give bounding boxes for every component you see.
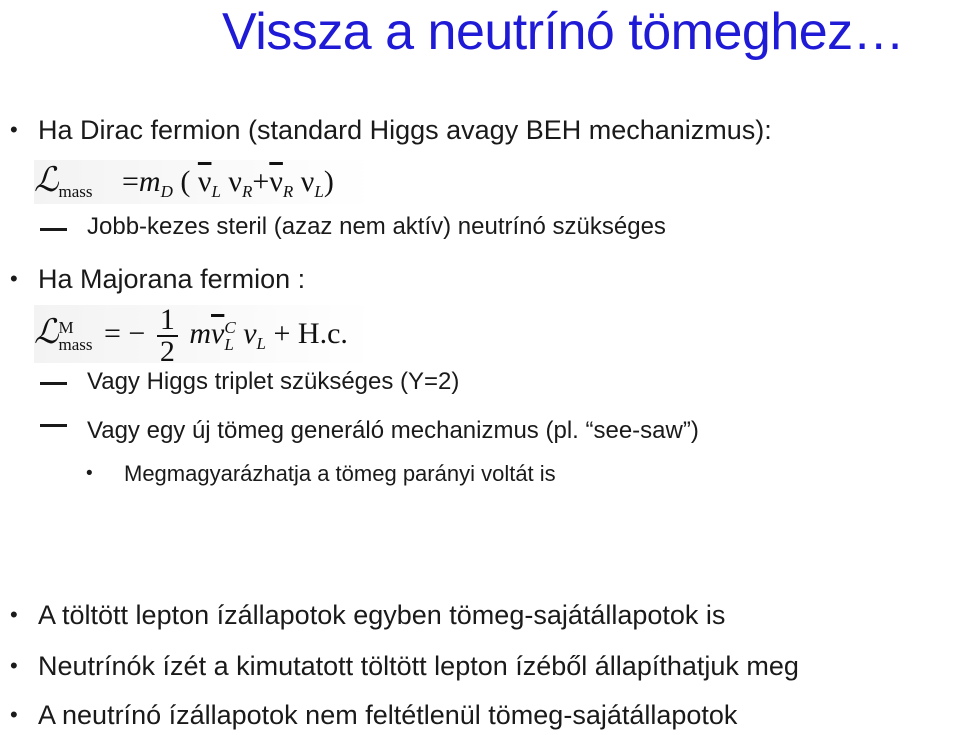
- charged-lepton-item: A töltött lepton ízállapotok egyben tömeg-sajátállapotok is: [38, 600, 726, 630]
- slide-title: Vissza a neutrínó tömeghez…: [222, 3, 905, 61]
- lagrangian-symbol: ℒ: [34, 313, 59, 351]
- bullet-icon: •: [10, 266, 18, 291]
- higgs-triplet-item: Vagy Higgs triplet szükséges (Y=2): [87, 368, 460, 395]
- bullet-icon: •: [86, 463, 93, 484]
- majorana-item: Ha Majorana fermion :: [38, 264, 306, 294]
- one-half-fraction: $\frac{1}{2}$: [157, 305, 178, 367]
- bullet-icon: •: [10, 602, 18, 627]
- bullet-icon: •: [10, 117, 18, 142]
- dirac-mass-formula: ℒ$_{mass}$ $=m_D$ ( $\overline{\nu}_L$ $\nu_R+\overline{\nu}_R$ $\nu_L$): [34, 160, 374, 204]
- sterile-neutrino-item: Jobb-kezes steril (azaz nem aktív) neutrínó szükséges: [87, 213, 666, 240]
- see-saw-item: Vagy egy új tömeg generáló mechanizmus (pl. “see-saw”): [87, 417, 699, 444]
- flavor-mass-item: A neutrínó ízállapotok nem feltétlenül tömeg-sajátállapotok: [38, 700, 738, 730]
- bullet-icon: •: [10, 653, 18, 678]
- tiny-mass-item: Megmagyarázhatja a tömeg parányi voltát is: [124, 461, 556, 486]
- dash-icon: [40, 228, 67, 231]
- dirac-item: Ha Dirac fermion (standard Higgs avagy BEH mechanizmus):: [38, 115, 772, 145]
- dash-icon: [40, 424, 67, 427]
- dash-icon: [40, 382, 67, 385]
- bullet-icon: •: [10, 702, 18, 727]
- majorana-mass-formula: ℒ M mass = − $\frac{1}{2}$ $m\overline{\nu}$ C L $\nu_L + H.c$.: [34, 305, 374, 363]
- lagrangian-symbol: ℒ: [34, 162, 59, 199]
- neutrino-flavor-item: Neutrínók ízét a kimutatott töltött lepton ízéből állapíthatjuk meg: [38, 651, 799, 681]
